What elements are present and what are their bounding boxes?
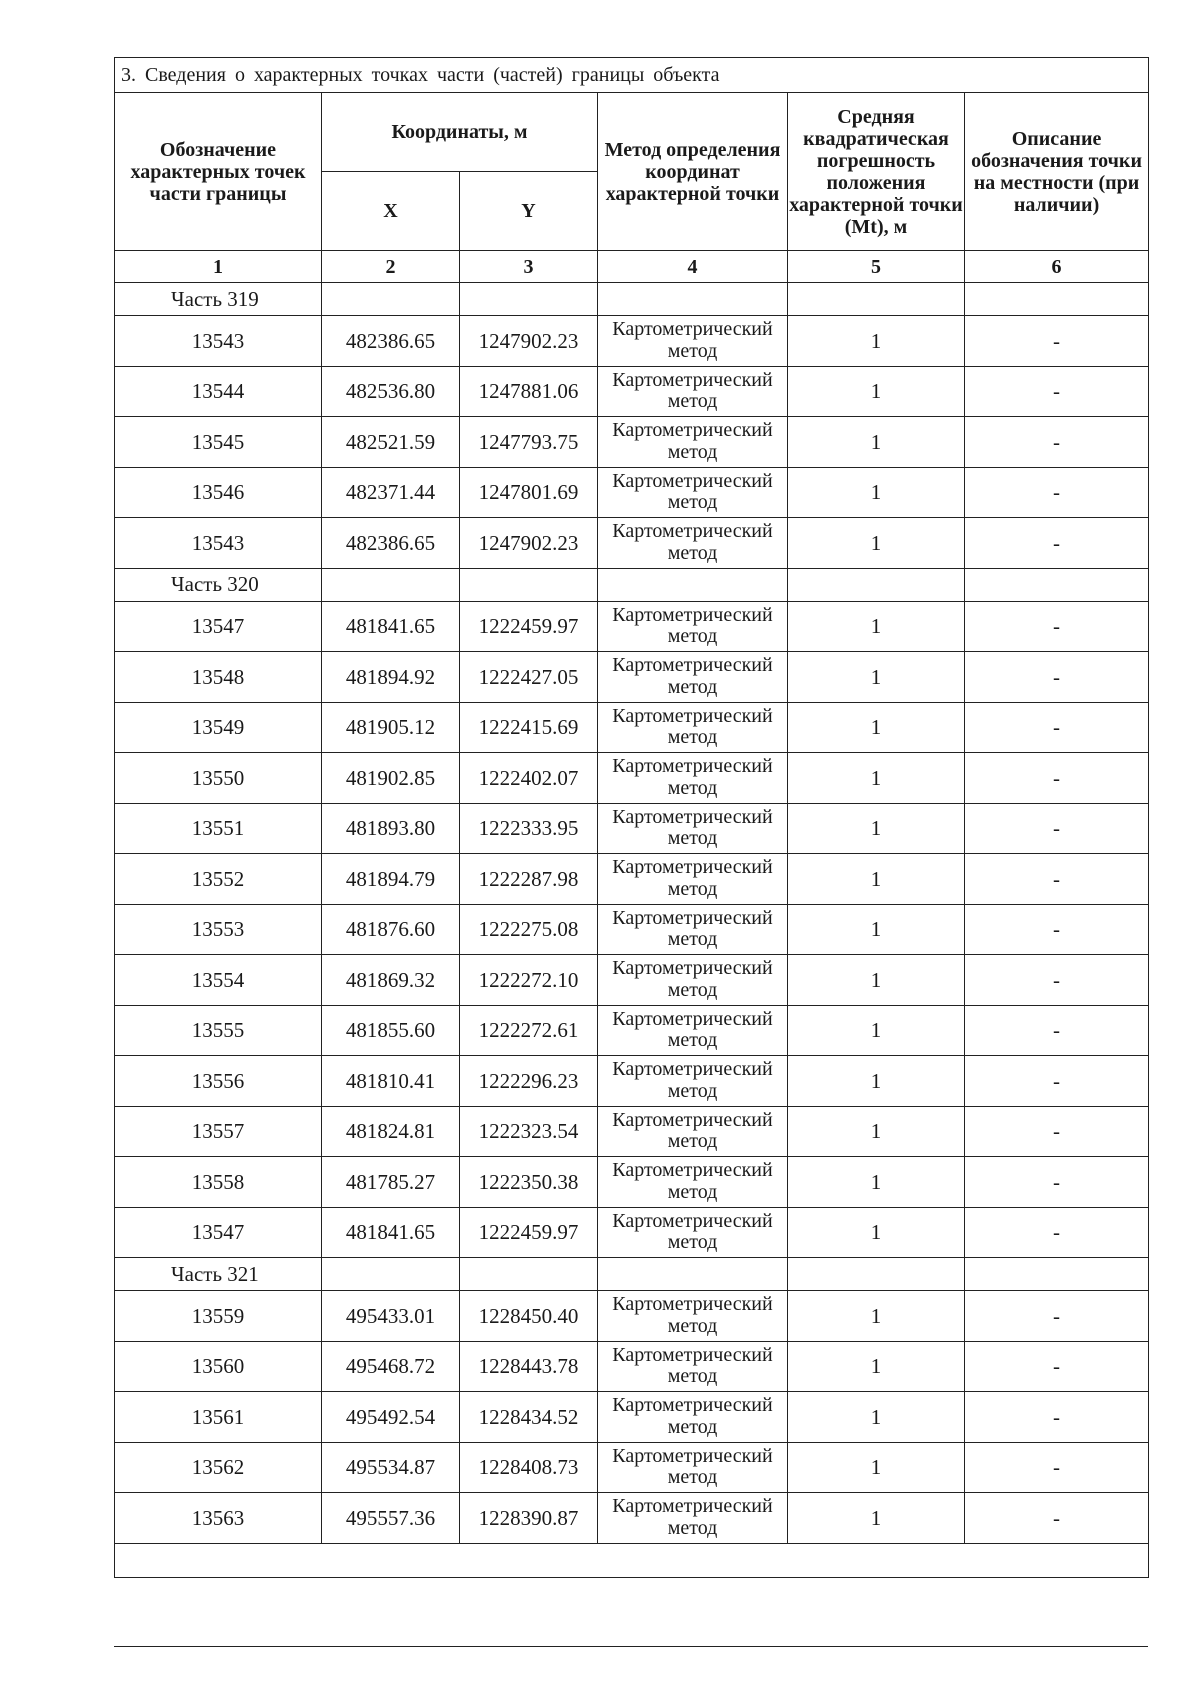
method-cell: Картометрический метод xyxy=(598,753,788,804)
mt-error-cell: 1 xyxy=(788,1341,965,1392)
point-id-cell: 13562 xyxy=(115,1442,322,1493)
y-coordinate-cell: 1228450.40 xyxy=(460,1291,598,1342)
column-number: 3 xyxy=(460,251,598,283)
x-coordinate-cell: 481810.41 xyxy=(322,1056,460,1107)
method-cell: Картометрический метод xyxy=(598,1056,788,1107)
description-cell: - xyxy=(965,601,1149,652)
x-coordinate-cell: 481905.12 xyxy=(322,702,460,753)
y-coordinate-cell: 1228408.73 xyxy=(460,1442,598,1493)
method-cell: Картометрический метод xyxy=(598,1341,788,1392)
mt-error-cell: 1 xyxy=(788,854,965,905)
method-cell: Картометрический метод xyxy=(598,702,788,753)
y-coordinate-cell: 1222275.08 xyxy=(460,904,598,955)
column-number: 4 xyxy=(598,251,788,283)
x-coordinate-cell: 495534.87 xyxy=(322,1442,460,1493)
y-coordinate-cell: 1222333.95 xyxy=(460,803,598,854)
header-point-designation: Обозначение характерных точек части границы xyxy=(115,93,322,251)
y-coordinate-cell: 1247902.23 xyxy=(460,518,598,569)
y-coordinate-cell: 1228434.52 xyxy=(460,1392,598,1443)
y-coordinate-cell: 1222323.54 xyxy=(460,1106,598,1157)
table-row xyxy=(115,1291,1149,1342)
y-coordinate-cell: 1222272.10 xyxy=(460,955,598,1006)
empty-cell xyxy=(788,1258,965,1291)
description-cell: - xyxy=(965,1291,1149,1342)
method-cell: Картометрический метод xyxy=(598,1442,788,1493)
method-cell: Картометрический метод xyxy=(598,803,788,854)
mt-error-cell: 1 xyxy=(788,1442,965,1493)
table-row xyxy=(115,1056,1149,1107)
method-cell: Картометрический метод xyxy=(598,1157,788,1208)
x-coordinate-cell: 481869.32 xyxy=(322,955,460,1006)
empty-cell xyxy=(788,568,965,601)
description-cell: - xyxy=(965,753,1149,804)
x-coordinate-cell: 495557.36 xyxy=(322,1493,460,1544)
point-id-cell: 13554 xyxy=(115,955,322,1006)
header-error: Средняя квадратическая погрешность положения характерной точки (Mt), м xyxy=(788,93,965,251)
y-coordinate-cell: 1228443.78 xyxy=(460,1341,598,1392)
header-method: Метод определения координат характерной точки xyxy=(598,93,788,251)
table-row xyxy=(115,601,1149,652)
mt-error-cell: 1 xyxy=(788,955,965,1006)
mt-error-cell: 1 xyxy=(788,1005,965,1056)
column-number: 5 xyxy=(788,251,965,283)
table-row xyxy=(115,316,1149,367)
empty-cell xyxy=(598,568,788,601)
point-id-cell: 13546 xyxy=(115,467,322,518)
point-id-cell: 13552 xyxy=(115,854,322,905)
description-cell: - xyxy=(965,1157,1149,1208)
table-row xyxy=(115,417,1149,468)
mt-error-cell: 1 xyxy=(788,702,965,753)
mt-error-cell: 1 xyxy=(788,803,965,854)
table-row xyxy=(115,1005,1149,1056)
header-x: X xyxy=(322,172,460,251)
method-cell: Картометрический метод xyxy=(598,366,788,417)
mt-error-cell: 1 xyxy=(788,366,965,417)
point-id-cell: 13548 xyxy=(115,652,322,703)
mt-error-cell: 1 xyxy=(788,1392,965,1443)
description-cell: - xyxy=(965,702,1149,753)
point-id-cell: 13545 xyxy=(115,417,322,468)
point-id-cell: 13543 xyxy=(115,518,322,569)
table-row xyxy=(115,1442,1149,1493)
table-row xyxy=(115,1341,1149,1392)
table-row xyxy=(115,1207,1149,1258)
x-coordinate-cell: 481894.79 xyxy=(322,854,460,905)
x-coordinate-cell: 481841.65 xyxy=(322,1207,460,1258)
table-row xyxy=(115,652,1149,703)
table-row xyxy=(115,1392,1149,1443)
part-header-row xyxy=(115,283,1149,316)
method-cell: Картометрический метод xyxy=(598,854,788,905)
mt-error-cell: 1 xyxy=(788,467,965,518)
empty-cell xyxy=(460,1258,598,1291)
y-coordinate-cell: 1222296.23 xyxy=(460,1056,598,1107)
boundary-points-table xyxy=(114,57,1149,1578)
mt-error-cell: 1 xyxy=(788,904,965,955)
description-cell: - xyxy=(965,467,1149,518)
method-cell: Картометрический метод xyxy=(598,518,788,569)
part-label: Часть 321 xyxy=(115,1258,322,1291)
mt-error-cell: 1 xyxy=(788,652,965,703)
x-coordinate-cell: 481876.60 xyxy=(322,904,460,955)
method-cell: Картометрический метод xyxy=(598,601,788,652)
table-row xyxy=(115,702,1149,753)
y-coordinate-cell: 1247902.23 xyxy=(460,316,598,367)
y-coordinate-cell: 1222415.69 xyxy=(460,702,598,753)
empty-cell xyxy=(598,1258,788,1291)
description-cell: - xyxy=(965,803,1149,854)
point-id-cell: 13551 xyxy=(115,803,322,854)
x-coordinate-cell: 482371.44 xyxy=(322,467,460,518)
point-id-cell: 13555 xyxy=(115,1005,322,1056)
description-cell: - xyxy=(965,518,1149,569)
description-cell: - xyxy=(965,1106,1149,1157)
y-coordinate-cell: 1228390.87 xyxy=(460,1493,598,1544)
description-cell: - xyxy=(965,1442,1149,1493)
mt-error-cell: 1 xyxy=(788,1106,965,1157)
mt-error-cell: 1 xyxy=(788,417,965,468)
method-cell: Картометрический метод xyxy=(598,1106,788,1157)
x-coordinate-cell: 481785.27 xyxy=(322,1157,460,1208)
point-id-cell: 13549 xyxy=(115,702,322,753)
point-id-cell: 13557 xyxy=(115,1106,322,1157)
method-cell: Картометрический метод xyxy=(598,652,788,703)
mt-error-cell: 1 xyxy=(788,518,965,569)
point-id-cell: 13544 xyxy=(115,366,322,417)
part-label: Часть 320 xyxy=(115,568,322,601)
y-coordinate-cell: 1222402.07 xyxy=(460,753,598,804)
mt-error-cell: 1 xyxy=(788,316,965,367)
table-row xyxy=(115,1493,1149,1544)
table-row xyxy=(115,1106,1149,1157)
description-cell: - xyxy=(965,1207,1149,1258)
x-coordinate-cell: 482521.59 xyxy=(322,417,460,468)
table-body xyxy=(115,283,1149,1578)
empty-cell xyxy=(322,1258,460,1291)
y-coordinate-cell: 1247793.75 xyxy=(460,417,598,468)
mt-error-cell: 1 xyxy=(788,1291,965,1342)
point-id-cell: 13553 xyxy=(115,904,322,955)
description-cell: - xyxy=(965,1392,1149,1443)
y-coordinate-cell: 1222427.05 xyxy=(460,652,598,703)
column-numbers-row xyxy=(115,251,1149,283)
empty-cell xyxy=(965,283,1149,316)
mt-error-cell: 1 xyxy=(788,1493,965,1544)
x-coordinate-cell: 481824.81 xyxy=(322,1106,460,1157)
mt-error-cell: 1 xyxy=(788,1056,965,1107)
table-row xyxy=(115,518,1149,569)
x-coordinate-cell: 481902.85 xyxy=(322,753,460,804)
y-coordinate-cell: 1222287.98 xyxy=(460,854,598,905)
description-cell: - xyxy=(965,1341,1149,1392)
x-coordinate-cell: 481893.80 xyxy=(322,803,460,854)
point-id-cell: 13560 xyxy=(115,1341,322,1392)
empty-cell xyxy=(965,568,1149,601)
table-row xyxy=(115,753,1149,804)
point-id-cell: 13563 xyxy=(115,1493,322,1544)
y-coordinate-cell: 1247801.69 xyxy=(460,467,598,518)
description-cell: - xyxy=(965,1005,1149,1056)
header-y: Y xyxy=(460,172,598,251)
x-coordinate-cell: 495492.54 xyxy=(322,1392,460,1443)
empty-cell xyxy=(322,568,460,601)
y-coordinate-cell: 1222459.97 xyxy=(460,1207,598,1258)
point-id-cell: 13550 xyxy=(115,753,322,804)
point-id-cell: 13558 xyxy=(115,1157,322,1208)
y-coordinate-cell: 1247881.06 xyxy=(460,366,598,417)
table-row xyxy=(115,1157,1149,1208)
method-cell: Картометрический метод xyxy=(598,1392,788,1443)
mt-error-cell: 1 xyxy=(788,601,965,652)
description-cell: - xyxy=(965,904,1149,955)
x-coordinate-cell: 481841.65 xyxy=(322,601,460,652)
point-id-cell: 13556 xyxy=(115,1056,322,1107)
mt-error-cell: 1 xyxy=(788,1207,965,1258)
point-id-cell: 13559 xyxy=(115,1291,322,1342)
empty-cell xyxy=(322,283,460,316)
mt-error-cell: 1 xyxy=(788,753,965,804)
method-cell: Картометрический метод xyxy=(598,1005,788,1056)
x-coordinate-cell: 495468.72 xyxy=(322,1341,460,1392)
method-cell: Картометрический метод xyxy=(598,955,788,1006)
description-cell: - xyxy=(965,1493,1149,1544)
description-cell: - xyxy=(965,366,1149,417)
table-row xyxy=(115,904,1149,955)
empty-cell xyxy=(460,568,598,601)
x-coordinate-cell: 482386.65 xyxy=(322,316,460,367)
mt-error-cell: 1 xyxy=(788,1157,965,1208)
y-coordinate-cell: 1222350.38 xyxy=(460,1157,598,1208)
table-row xyxy=(115,803,1149,854)
x-coordinate-cell: 481855.60 xyxy=(322,1005,460,1056)
table-row xyxy=(115,467,1149,518)
column-number: 2 xyxy=(322,251,460,283)
empty-cell xyxy=(965,1258,1149,1291)
empty-cell xyxy=(788,283,965,316)
empty-row xyxy=(115,1543,1149,1577)
method-cell: Картометрический метод xyxy=(598,316,788,367)
description-cell: - xyxy=(965,417,1149,468)
description-cell: - xyxy=(965,854,1149,905)
empty-cell xyxy=(115,1543,1149,1577)
empty-cell xyxy=(460,283,598,316)
point-id-cell: 13547 xyxy=(115,601,322,652)
x-coordinate-cell: 481894.92 xyxy=(322,652,460,703)
description-cell: - xyxy=(965,652,1149,703)
description-cell: - xyxy=(965,955,1149,1006)
header-description: Описание обозначения точки на местности (при наличии) xyxy=(965,93,1149,251)
footer-divider xyxy=(114,1646,1148,1647)
x-coordinate-cell: 495433.01 xyxy=(322,1291,460,1342)
description-cell: - xyxy=(965,1056,1149,1107)
method-cell: Картометрический метод xyxy=(598,1493,788,1544)
x-coordinate-cell: 482386.65 xyxy=(322,518,460,569)
part-header-row xyxy=(115,1258,1149,1291)
method-cell: Картометрический метод xyxy=(598,1207,788,1258)
table-row xyxy=(115,854,1149,905)
point-id-cell: 13543 xyxy=(115,316,322,367)
method-cell: Картометрический метод xyxy=(598,417,788,468)
method-cell: Картометрический метод xyxy=(598,1291,788,1342)
y-coordinate-cell: 1222459.97 xyxy=(460,601,598,652)
table-row xyxy=(115,366,1149,417)
column-number: 1 xyxy=(115,251,322,283)
section-title: 3. Сведения о характерных точках части (частей) границы объекта xyxy=(115,58,1149,93)
method-cell: Картометрический метод xyxy=(598,467,788,518)
part-label: Часть 319 xyxy=(115,283,322,316)
header-coordinates: Координаты, м xyxy=(322,93,598,172)
description-cell: - xyxy=(965,316,1149,367)
table-row xyxy=(115,955,1149,1006)
column-number: 6 xyxy=(965,251,1149,283)
x-coordinate-cell: 482536.80 xyxy=(322,366,460,417)
part-header-row xyxy=(115,568,1149,601)
y-coordinate-cell: 1222272.61 xyxy=(460,1005,598,1056)
empty-cell xyxy=(598,283,788,316)
point-id-cell: 13561 xyxy=(115,1392,322,1443)
method-cell: Картометрический метод xyxy=(598,904,788,955)
point-id-cell: 13547 xyxy=(115,1207,322,1258)
